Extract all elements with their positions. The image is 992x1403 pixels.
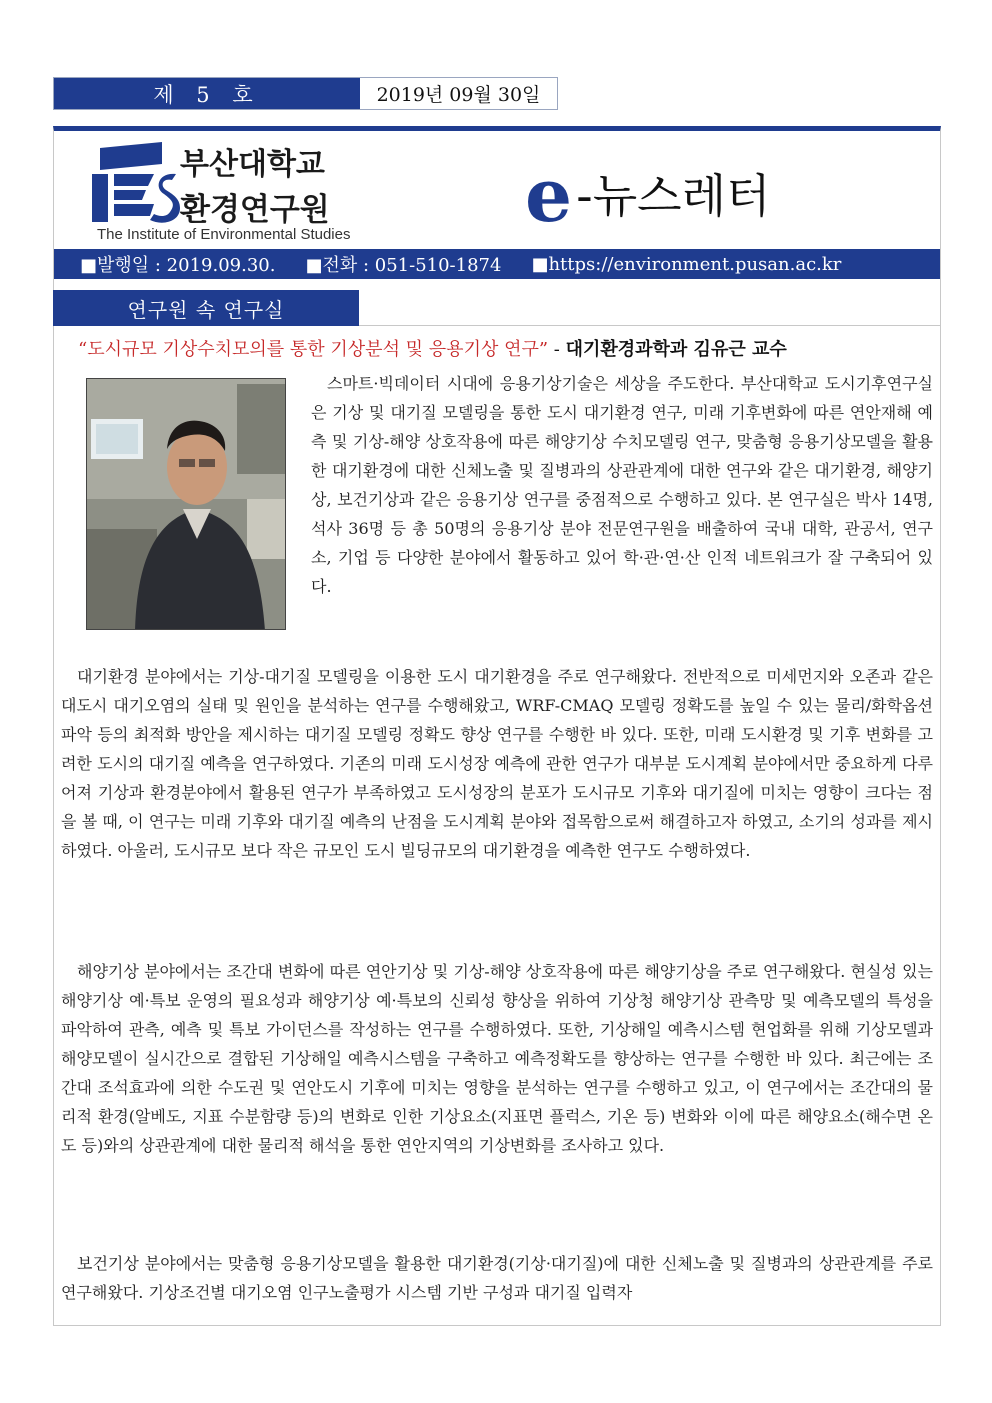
health-meteorology-paragraph: 보건기상 분야에서는 맞춤형 응용기상모델을 활용한 대기환경(기상·대기질)에 대한 신체노출 및 질병과의 상관관계를 주로 연구해왔다. 기상조건별 대기오염 인구노출평가 시스템 기반 구성과 대기질 입력자 (61, 1254, 933, 1302)
newsletter-title (525, 153, 771, 239)
institute-name: 환경연구원 (180, 192, 330, 228)
portrait-photo-icon (87, 379, 286, 630)
headline-author: 대기환경과학과 김유근 교수 (565, 339, 787, 360)
publication-info-bar (54, 249, 940, 279)
portrait-photo (86, 378, 286, 630)
article-headline (78, 335, 787, 361)
issue-bar (53, 77, 558, 110)
issue-date: 2019년 09월 30일 (360, 78, 557, 109)
section-divider (359, 325, 940, 326)
newsletter-title-text: -뉴스레터 (576, 169, 771, 223)
publish-date: ■발행일 : 2019.09.30. (80, 255, 276, 276)
headline-dash: - (548, 339, 566, 360)
air-environment-paragraph: 대기환경 분야에서는 기상-대기질 모델링을 이용한 도시 대기환경을 주로 연구해왔다. 전반적으로 미세먼지와 오존과 같은 대도시 대기오염의 실태 및 원인을 분석하는 연구를 수행해왔고, WRF-CMAQ 모델링 정확도를 높일 수 있는 물리/화학옵션 파악 등의 최적화 방안을 제시하는 대기질 모델링 정확도 향상 연구를 수행한 바 있다. 또한, 미래 도시환경 및 기후 변화를 고려한 도시의 대기질 예측을 연구하였다. 기존의 미래 도시성장 예측에 관한 연구가 대부분 도시계획 분야에서만 중요하게 다루어져 기상과 환경분야에서 활용된 연구가 부족하였고 도시성장의 분포가 도시규모 기후와 대기질에 미치는 영향이 크다는 점을 볼 때, 이 연구는 미래 기후와 대기질 예측의 난점을 도시계획 분야와 접목함으로써 해결하고자 하였고, 소기의 성과를 제시하였다. 아울러, 도시규모 보다 작은 규모인 도시 빌딩규모의 대기환경을 예측한 연구도 수행하였다. (61, 667, 933, 860)
issue-number: 제 5 호 (54, 78, 360, 109)
section-title: 연구원 속 연구실 (53, 290, 359, 326)
marine-meteorology-paragraph: 해양기상 분야에서는 조간대 변화에 따른 연안기상 및 기상-해양 상호작용에 따른 해양기상을 주로 연구해왔다. 현실성 있는 해양기상 예·특보 운영의 필요성과 해양기상 예·특보의 신뢰성 향상을 위하여 기상청 해양기상 관측망 및 예측모델의 특성을 파악하여 관측, 예측 및 특보 가이던스를 작성하는 연구를 수행하였다. 또한, 기상해일 예측시스템 현업화를 위해 기상모델과 해양모델이 실시간으로 결합된 기상해일 예측시스템을 구축하고 예측정확도를 향상하는 연구를 수행한 바 있다. 최근에는 조간대 조석효과에 의한 수도권 및 연안도시 기후에 미치는 영향을 분석하는 연구를 수행하고 있고, 이 연구에서는 조간대의 물리적 환경(알베도, 지표 수분함량 등)의 변화로 인한 기상요소(지표면 플럭스, 기온 등) 변화와 이에 따른 해양요소(해수면 온도 등)와의 상관관계에 대한 물리적 해석을 통한 연안지역의 기상변화를 조사하고 있다. (61, 962, 933, 1155)
institute-english-name: The Institute of Environmental Studies (97, 226, 351, 243)
newsletter-e-letter: e (525, 153, 573, 239)
university-name: 부산대학교 (180, 147, 325, 182)
headline-title: “도시규모 기상수치모의를 통한 기상분석 및 응용기상 연구” (78, 339, 549, 360)
phone-number: ■전화 : 051-510-1874 (305, 255, 502, 276)
article-lead-paragraph: 스마트·빅데이터 시대에 응용기상기술은 세상을 주도한다. 부산대학교 도시기후연구실은 기상 및 대기질 모델링을 통한 도시 대기환경 연구, 미래 기후변화에 따른 연안재해 예측 및 기상-해양 상호작용에 따른 해양기상 수치모델링 연구, 맞춤형 응용기상모델을 활용한 대기환경에 대한 신체노출 및 질병과의 상관관계에 대한 연구와 같은 대기환경, 해양기상, 보건기상과 같은 응용기상 연구를 중점적으로 수행하고 있다. 본 연구실은 박사 14명, 석사 36명 등 총 50명의 응용기상 분야 전문연구원을 배출하여 국내 대학, 관공서, 연구소, 기업 등 다양한 분야에서 활동하고 있어 학·관·연·산 인적 네트워크가 잘 구축되어 있다. (311, 374, 933, 596)
website-link[interactable]: ■https://environment.pusan.ac.kr (531, 253, 842, 275)
